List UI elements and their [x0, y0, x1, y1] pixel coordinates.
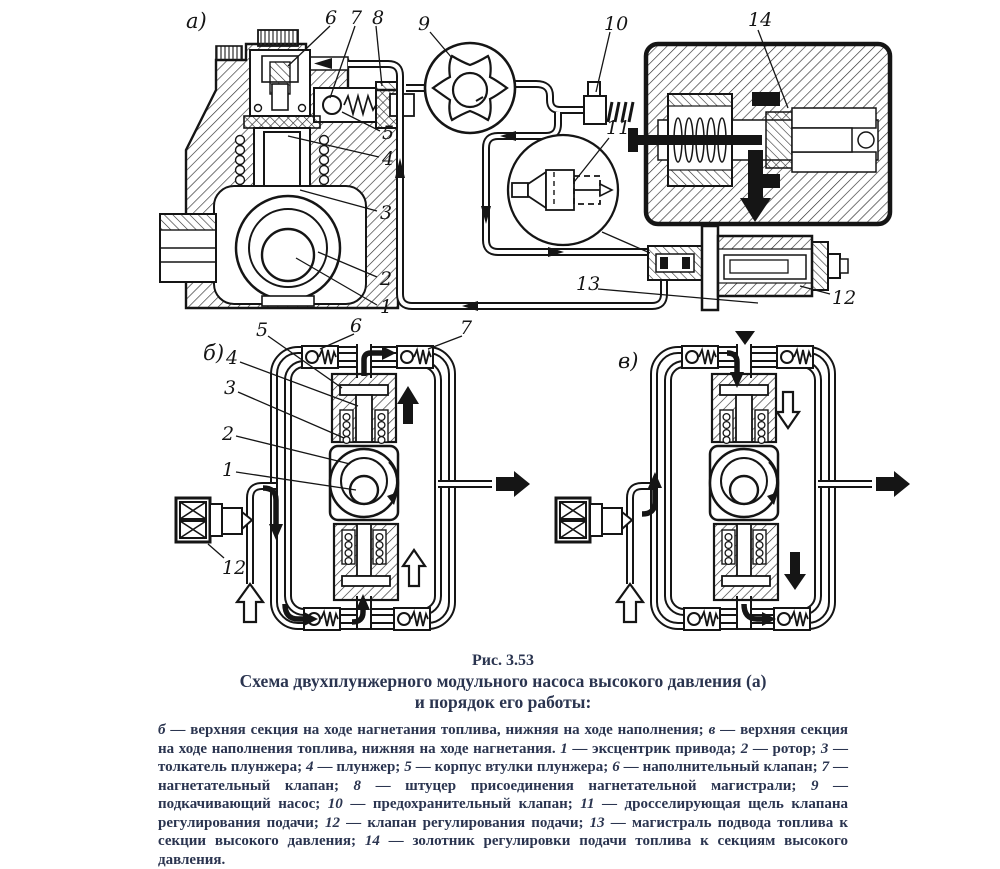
callout-2: 2 — [380, 268, 393, 290]
callout-1: 1 — [380, 296, 393, 318]
valve-cap — [258, 30, 298, 46]
rotor-and-eccentric — [214, 186, 366, 306]
figure-title-line2: и порядок его работы: — [414, 692, 592, 712]
control-rod — [632, 135, 762, 145]
callout-5: 5 — [382, 122, 395, 144]
regulation-valve-12 — [648, 226, 848, 310]
figure-legend: б — верхняя секция на ходе нагнетания топлива, нижняя на ходе наполнения; в — верхняя секция на ходе наполнения топлива, нижняя на ходе нагнетания. 1 — эксцентрик привода; 2 — ротор; 3 — толкатель плунжера; 4 — плунжер; 5 — корпус втулки плунжера; 6 — наполнительный клапан; 7 — нагнетательный клапан; 8 — штуцер присоединения нагнетательной магистрали; 9 — подкачивающий насос; 10 — предохранительный клапан; 11 — дросселирующая щель клапана регулирования подачи; 12 — клапан регулирования подачи; 13 — магистраль подвода топлива к секции высокого давления; 14 — золотник регулировки подачи топлива к секциям высокого давления. — [158, 722, 849, 868]
control-block-14 — [628, 44, 890, 224]
filling-valve-6 — [250, 50, 310, 116]
callout-3: 3 — [380, 202, 393, 224]
figure-caption — [158, 652, 848, 869]
callout-7: 7 — [350, 7, 363, 29]
callout-b-7: 7 — [460, 317, 473, 339]
callout-10: 10 — [604, 13, 629, 35]
knurled-fitting — [216, 46, 242, 60]
panel-label-v: в) — [618, 349, 639, 373]
callout-12: 12 — [832, 287, 857, 309]
callout-13: 13 — [576, 273, 601, 295]
callout-b-6: 6 — [350, 315, 363, 337]
callout-14: 14 — [748, 9, 773, 31]
callout-b-2: 2 — [222, 423, 235, 445]
callout-4: 4 — [382, 148, 395, 170]
figure-number: Рис. 3.53 — [471, 652, 535, 669]
callout-8: 8 — [372, 7, 385, 29]
callout-b-5: 5 — [256, 319, 269, 341]
callout-b-12: 12 — [222, 557, 247, 579]
figure-title-line1: Схема двухплунжерного модульного насоса высокого давления (а) — [239, 671, 767, 691]
callout-11: 11 — [606, 117, 631, 139]
inlet-triangle — [735, 331, 755, 345]
figure-title — [158, 671, 848, 713]
callout-b-1: 1 — [222, 459, 235, 481]
feed-pump-9 — [425, 43, 515, 133]
callout-9: 9 — [418, 13, 431, 35]
pump-cross-section-a — [160, 30, 414, 308]
panel-label-a: а) — [186, 9, 207, 33]
panel-label-b: б) — [203, 341, 225, 365]
bearing-block — [160, 214, 216, 282]
callout-b-4: 4 — [226, 347, 239, 369]
callout-b-3: 3 — [224, 377, 237, 399]
throttle-slot-detail-11 — [508, 135, 650, 253]
scheme-v-core — [556, 344, 872, 630]
callout-6: 6 — [325, 7, 338, 29]
